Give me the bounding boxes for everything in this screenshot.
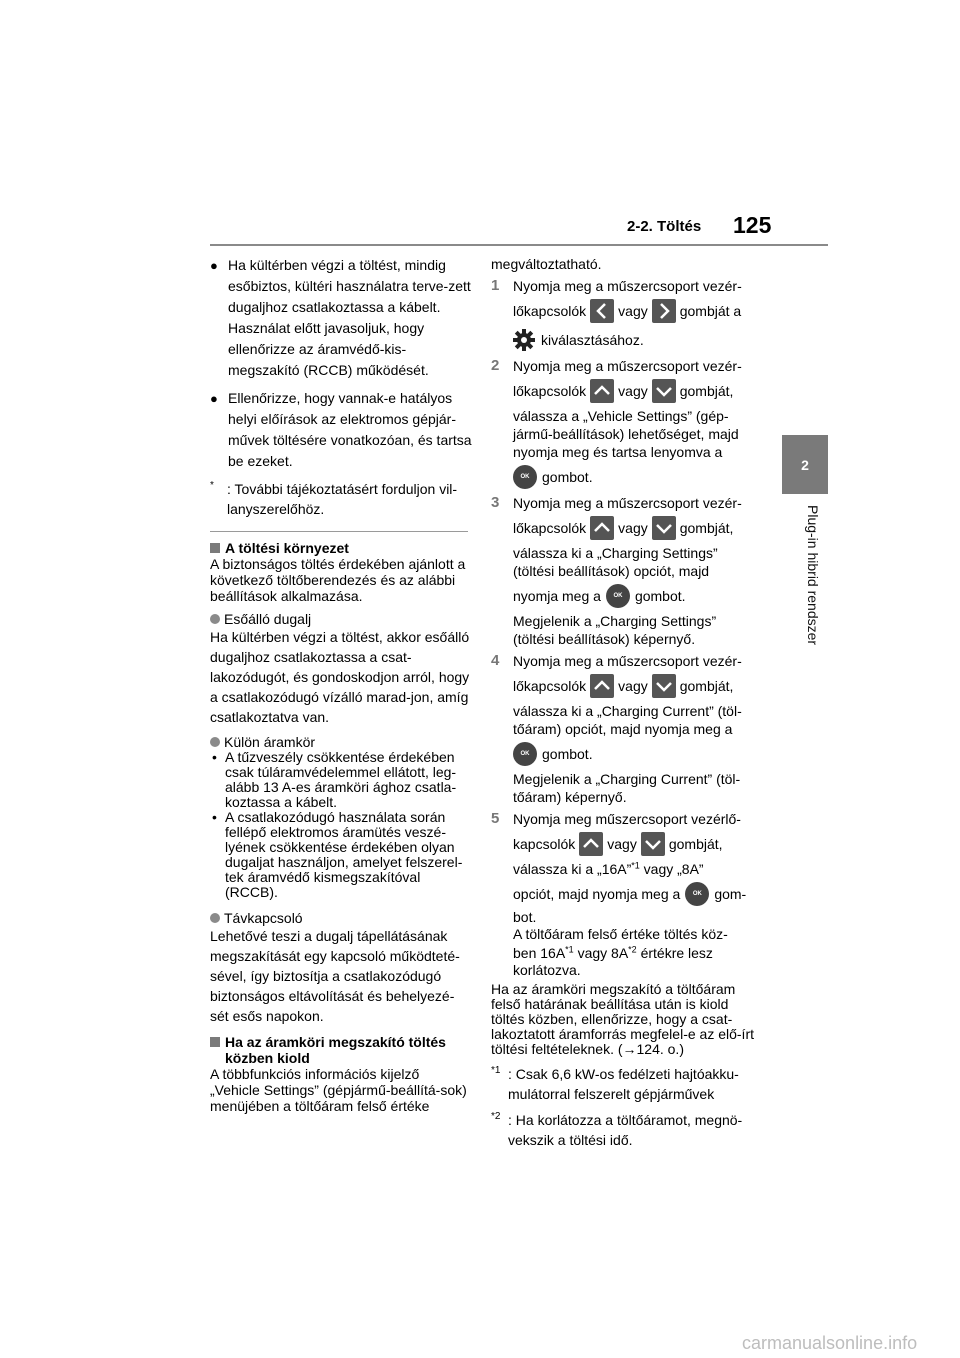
chevron-right-icon — [652, 299, 676, 323]
footnote-mark: *2 — [491, 1111, 501, 1122]
chevron-up-icon — [590, 674, 614, 698]
item-heading: Esőálló dugalj — [210, 611, 472, 627]
chapter-tab — [782, 435, 828, 494]
ok-button-icon: OK — [513, 465, 537, 489]
footnote-text: : Ha korlátozza a töltőáramot, megnö-vekszik a töltési idő. — [508, 1112, 743, 1148]
step-number: 2 — [491, 357, 500, 374]
bullet-item: ● Ellenőrizze, hogy vannak-e hatályos helyi előírások az elektromos gépjár-művek töltésére vonatkozóan, és tartsa be ezeket. — [210, 388, 472, 472]
right-column — [491, 255, 759, 1156]
left-column — [210, 255, 472, 1121]
section-title: 2-2. Töltés — [627, 218, 702, 235]
chevron-down-icon — [652, 379, 676, 403]
step-5: 5 Nyomja meg műszercsoport vezérlő- kapcsolók vagy gombját, válassza ki a „16A”$^{*1}$ vagy „8A” opciót, majd nyomja meg a OK gom- bot. A töltőáram felső értéke töltés köz- ben $16A^{*1}$ vagy $8A^{*2}$ értékre lesz korlátozva. — [491, 810, 747, 978]
paragraph: A biztonságos töltés érdekében ajánlott a következő töltőberendezés és az alábbi beállítások alkalmazása. — [210, 556, 466, 604]
step-3: 3 Nyomja meg a műszercsoport vezér- lőkapcsolók vagy gombját, válassza ki a „Charging Settings” (töltési beállítások) opciót, majd nyomja meg a OK gombot. Megjelenik a „Charging Settings” (töltési beállítások) képernyő. — [491, 494, 742, 647]
chevron-up-icon — [590, 379, 614, 403]
footnote — [491, 1064, 759, 1104]
chevron-up-icon — [590, 516, 614, 540]
paragraph: Lehetővé teszi a dugalj tápellátásának megszakítását egy kapcsoló működteté-sével, így biztosítja a csatlakozódugó biztonságos eltávolítását és behelyezé-sét esős napokon. — [210, 928, 460, 1024]
paragraph: Ha kültérben végzi a töltést, akkor esőálló dugaljhoz csatlakoztassa a csat-lakozódugót, és gondoskodjon arról, hogy a csatlakozódugó vízálló marad-jon, amíg csatlakoztatva van. — [210, 629, 470, 725]
item-heading: Külön áramkör — [210, 734, 472, 750]
chapter-title-vertical — [805, 505, 829, 725]
subsection-heading: A töltési környezet — [210, 540, 472, 556]
paragraph: Ha az áramköri megszakító a töltőáram felső határának beállítása után is kiold töltés közben, ellenőrizze, hogy a csat-lakoztatott áramforrás megfelel-e az elő-írt töltési feltételeknek. (→124. o.) — [491, 981, 754, 1057]
step-number: 4 — [491, 652, 500, 669]
subsection-heading: Ha az áramköri megszakító töltés közben kiold — [210, 1034, 472, 1066]
section-divider — [210, 531, 468, 532]
watermark: carmanualsonline.info — [742, 1333, 918, 1353]
chevron-up-icon — [579, 832, 603, 856]
header-rule — [210, 244, 828, 246]
step-1: 1 Nyomja meg a műszercsoport vezér- lőkapcsolók vagy gombját a kiválasztásához. — [491, 277, 759, 353]
footnote-mark: *1 — [491, 1065, 501, 1076]
ok-button-icon: OK — [513, 742, 537, 766]
chevron-down-icon — [652, 516, 676, 540]
page-number: 125 — [733, 212, 772, 238]
bullet-item: ● Ha kültérben végzi a töltést, mindig esőbiztos, kültéri használatra terve-zett dugaljhoz csatlakoztassa a kábelt. Használat előtt javasoljuk, hogy ellenőrizze az áramvédő-kis-megszakító (RCCB) működését. — [210, 255, 472, 381]
footnote — [491, 1110, 759, 1150]
chevron-left-icon — [590, 299, 614, 323]
paragraph: megváltoztatható. — [491, 256, 602, 272]
step-number: 5 — [491, 810, 500, 827]
ok-button-icon: OK — [685, 882, 709, 906]
chevron-down-icon — [652, 674, 676, 698]
step-4: 4 Nyomja meg a műszercsoport vezér- lőkapcsolók vagy gombját, válassza ki a „Charging Current” (töl-tőáram) opciót, majd nyomja meg a OK gombot. Megjelenik a „Charging Current” (töl-tőáram) képernyő. — [491, 652, 742, 805]
footnote — [210, 479, 472, 519]
footnote-mark: * — [210, 480, 214, 491]
chapter-number: 2 — [801, 456, 809, 473]
dash-item: • A tűzveszély csökkentése érdekében csak túláramvédelemmel ellátott, leg-alább 13 A-es áramköri ághoz csatla-koztassa a kábelt. — [210, 750, 472, 810]
ok-button-icon: OK — [606, 584, 630, 608]
gear-icon — [513, 329, 535, 351]
step-number: 1 — [491, 277, 500, 294]
chevron-down-icon — [641, 832, 665, 856]
step-number: 3 — [491, 494, 500, 511]
item-heading: Távkapcsoló — [210, 910, 472, 926]
footnote-text: : Csak 6,6 kW-os fedélzeti hajtóakku-mulátorral felszerelt gépjárművek — [508, 1066, 739, 1102]
step-2: 2 Nyomja meg a műszercsoport vezér- lőkapcsolók vagy gombját, válassza a „Vehicle Settings” (gép-jármű-beállítások) lehetőséget, majd nyomja meg és tartsa lenyomva a OK gombot. — [491, 357, 759, 490]
dash-item: • A csatlakozódugó használata során fellépő elektromos áramütés veszé-lyének csökkentése érdekében olyan dugaljat használjon, amelyet felszerel-tek áramvédő kismegszakítóval (RCCB). — [210, 810, 472, 900]
footnote-text: : További tájékoztatásért forduljon vil-lanyszerelőhöz. — [227, 481, 458, 517]
paragraph: A többfunkciós információs kijelző „Vehicle Settings” (gépjármű-beállítá-sok) menüjében a töltőáram felső értéke — [210, 1066, 467, 1114]
chapter-title: Plug-in hibrid rendszer — [805, 505, 821, 646]
